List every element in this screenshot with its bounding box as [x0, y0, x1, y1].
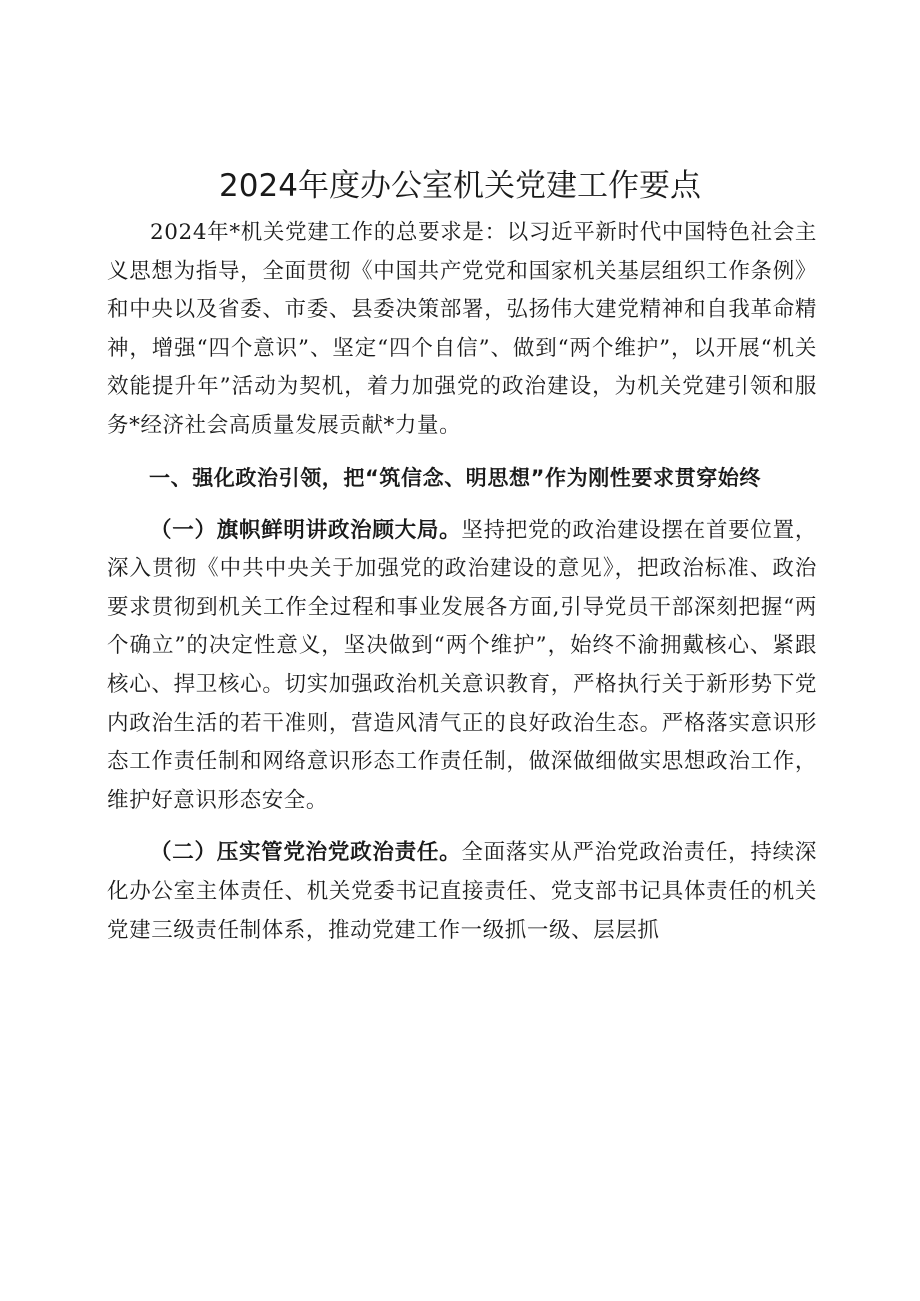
- subsection-lead-2: （二）压实管党治党政治责任。: [150, 840, 462, 866]
- subsection-text-1: 坚持把党的政治建设摆在首要位置，深入贯彻《中共中央关于加强党的政治建设的意见》，把政治标准、政治要求贯彻到机关工作全过程和事业发展各方面,引导党员干部深刻把握“两个确立”的决定性意义，坚决做到“两个维护”，始终不渝拥戴核心、紧跟核心、捍卫核心。切实加强政治机关意识教育，严格执行关于新形势下党内政治生活的若干准则，营造风清气正的良好政治生态。严格落实意识形态工作责任制和网络意识形态工作责任制，做深做细做实思想政治工作，维护好意识形态安全。: [107, 517, 817, 813]
- intro-paragraph: 2024年*机关党建工作的总要求是：以习近平新时代中国特色社会主义思想为指导，全面贯彻《中国共产党党和国家机关基层组织工作条例》和中央以及省委、市委、县委决策部署，弘扬伟大建党精神和自我革命精神，增强“四个意识”、坚定“四个自信”、做到“两个维护”，以开展“机关效能提升年”活动为契机，着力加强党的政治建设，为机关党建引领和服务*经济社会高质量发展贡献*力量。: [107, 220, 817, 438]
- subsection-lead-1: （一）旗帜鲜明讲政治顾大局。: [150, 517, 462, 543]
- document-title: 2024年度办公室机关党建工作要点: [219, 168, 701, 204]
- subsection-paragraph-2: [107, 834, 817, 950]
- section-heading-1: 一、强化政治引领，把“筑信念、明思想”作为刚性要求贯穿始终: [149, 465, 762, 490]
- subsection-paragraph-1: [107, 512, 817, 821]
- subsection-text-2: 全面落实从严治党政治责任，持续深化办公室主体责任、机关党委书记直接责任、党支部书记具体责任的机关党建三级责任制体系，推动党建工作一级抓一级、层层抓: [107, 840, 817, 943]
- document-body: [107, 214, 817, 950]
